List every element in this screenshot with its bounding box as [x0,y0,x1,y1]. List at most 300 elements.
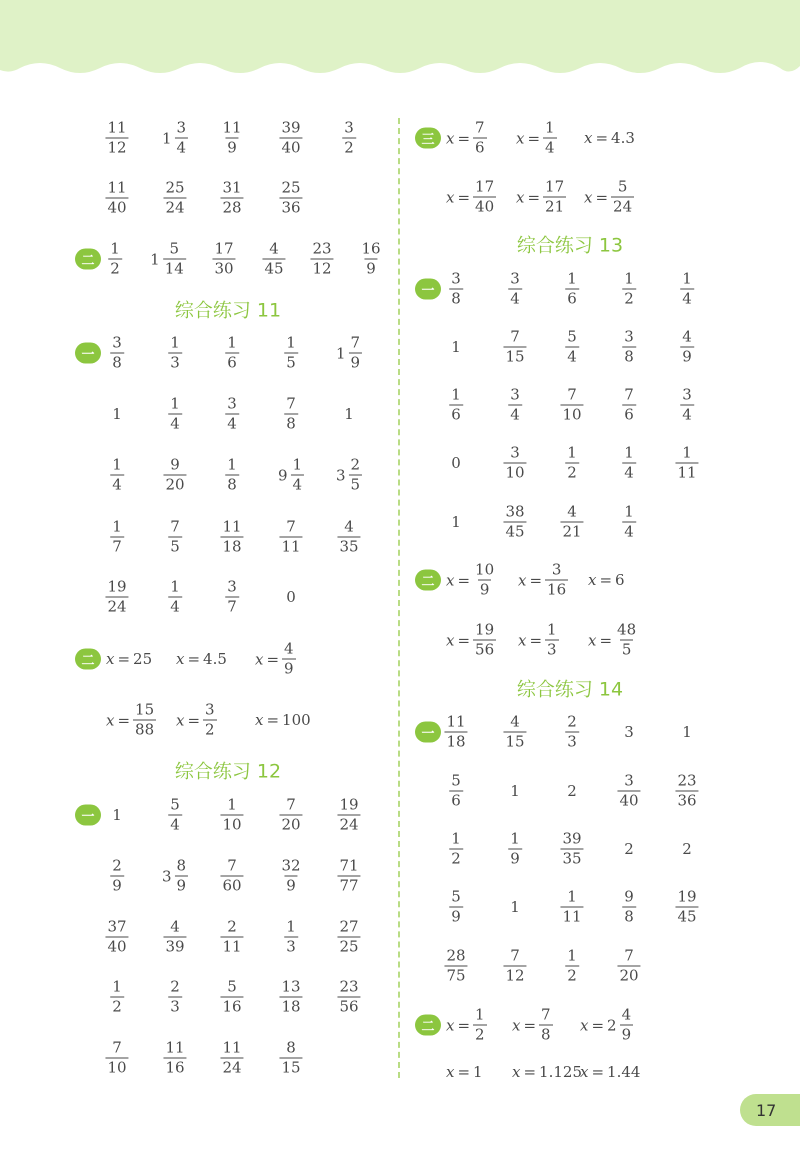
answer-value [449,887,463,926]
answer-value [163,178,186,217]
denominator: 16 [165,1058,185,1077]
denominator: 24 [222,1058,242,1077]
answer-content [161,118,188,157]
denominator: 45 [677,907,697,926]
denominator: 5 [350,475,361,494]
fraction [473,177,496,216]
fraction [617,771,640,810]
answer-content [220,118,243,157]
answer-value [262,239,285,278]
section-title: 综合练习 12 [174,760,282,783]
fraction [473,560,496,599]
numerator: 7 [286,394,296,413]
answer-content [337,977,360,1016]
section-title: 综合练习 14 [516,678,624,701]
answer-value [286,588,296,606]
answer-content [449,771,463,810]
equation-content [580,1063,640,1081]
equation-content [516,118,557,157]
answer-value [279,795,302,834]
equals-sign: = [599,631,613,649]
equation [516,177,566,216]
numerator: 5 [451,887,461,906]
denominator: 40 [475,197,495,216]
part-badge: 二 [75,249,101,270]
denominator: 12 [505,966,525,985]
denominator: 15 [281,1058,301,1077]
numerator: 11 [107,118,127,137]
denominator: 2 [567,966,577,985]
numerator: 1 [567,946,577,965]
answer-value [624,723,634,741]
equation [446,560,496,599]
answer-content [105,178,128,217]
answer-value [168,977,182,1016]
denominator: 18 [281,997,301,1016]
equation [516,118,557,157]
equation [512,1005,553,1044]
denominator: 2 [205,720,215,739]
equation-content [446,118,487,157]
answer-content [675,771,698,810]
equation-content [512,1063,582,1081]
numerator: 7 [286,795,296,814]
fraction [105,118,128,157]
answer-value [284,333,298,372]
numerator: 25 [281,178,301,197]
denominator: 9 [479,580,490,599]
numerator: 1 [547,620,557,639]
fraction [225,455,239,494]
answer-content [168,517,182,556]
variable-x: x [446,631,455,649]
fraction [503,946,526,985]
numerator: 39 [562,829,582,848]
numerator: 1 [292,455,303,474]
numerator: 1 [227,333,237,352]
numerator: 1 [624,269,634,288]
answer-content [220,795,243,834]
numerator: 7 [227,856,237,875]
answer-value [310,239,333,278]
answer-value [220,178,243,217]
denominator: 9 [176,876,187,895]
fraction [337,917,360,956]
answer-value [168,577,182,616]
numerator: 4 [269,239,279,258]
variable-x: x [446,1016,455,1034]
numerator: 3 [510,443,520,462]
answer-value [110,977,124,1016]
answer-value [168,333,182,372]
denominator: 9 [112,876,122,895]
equals-sign: = [591,1016,605,1034]
answer-value [444,946,467,985]
answer-value [225,333,239,372]
fraction [622,443,636,482]
numerator: 1 [682,443,692,462]
answer-content [337,856,360,895]
denominator: 24 [107,597,127,616]
answer-value [163,1038,186,1077]
equals-sign: = [523,1016,537,1034]
numerator: 1 [112,977,122,996]
answer-content [565,269,579,308]
variable-x: x [446,129,455,147]
denominator: 20 [619,966,639,985]
fraction [337,795,360,834]
equation-content [518,560,568,599]
fraction [225,577,239,616]
fraction [279,1038,302,1077]
answer-value [622,269,636,308]
fraction [622,385,636,424]
numerator: 39 [281,118,301,137]
answer-value [503,327,526,366]
equation-content [588,571,625,589]
variable-x: x [446,188,455,206]
fraction [503,327,526,366]
fraction [565,946,579,985]
fraction [539,1005,553,1044]
denominator: 9 [350,353,361,372]
fraction [163,239,186,278]
answer-content [508,829,522,868]
numerator: 38 [505,502,525,521]
answer-value [220,917,243,956]
number: 1 [510,898,520,916]
numerator: 7 [624,385,634,404]
denominator: 56 [339,997,359,1016]
answer-value [161,856,188,895]
number: 1 [344,405,354,423]
equation [584,177,634,216]
numerator: 3 [451,269,461,288]
denominator: 12 [107,138,127,157]
answer-value [344,405,354,423]
numerator: 32 [281,856,301,875]
answer-value [284,917,298,956]
numerator: 4 [510,712,520,731]
denominator: 4 [624,463,634,482]
answer-value [510,898,520,916]
answer-content [503,946,526,985]
numerator: 3 [227,577,237,596]
fraction [279,118,302,157]
variable-x: x [588,571,597,589]
equals-sign: = [591,1063,605,1081]
answer-content [220,917,243,956]
numerator: 11 [446,712,466,731]
whole-part: 3 [161,867,172,885]
number: 2 [682,840,692,858]
denominator: 8 [624,907,634,926]
answer-value [161,118,188,157]
fraction [168,517,182,556]
fraction [615,620,638,659]
numerator: 5 [169,239,180,258]
answer-value [163,917,186,956]
numerator: 3 [176,118,187,137]
answer-value [565,712,579,751]
fraction [175,856,189,895]
equation [176,700,217,739]
fraction [473,1005,487,1044]
answer-content [624,840,634,858]
fraction [449,887,463,926]
answer-value [675,887,698,926]
part-badge: 二 [415,570,441,591]
numerator: 4 [284,639,294,658]
denominator: 11 [562,907,582,926]
denominator: 4 [545,138,555,157]
numerator: 4 [567,502,577,521]
numerator: 3 [551,560,562,579]
denominator: 2 [567,463,577,482]
answer-value [337,917,360,956]
numerator: 10 [475,560,495,579]
denominator: 60 [222,876,242,895]
equation [106,700,156,739]
answer-content [110,517,124,556]
denominator: 18 [222,537,242,556]
answer-content [163,1038,186,1077]
denominator: 9 [682,347,692,366]
answer-value [150,239,186,278]
answer-value [168,517,182,556]
fraction [675,443,698,482]
answer-content [161,856,188,895]
denominator: 45 [264,259,284,278]
numerator: 2 [350,455,361,474]
numerator: 1 [624,502,634,521]
answer-content [337,795,360,834]
answer-content [284,394,298,433]
answer-value [680,269,694,308]
answer-content [110,856,124,895]
answer-value [503,443,526,482]
fraction [545,620,559,659]
answer-content [622,502,636,541]
fraction [473,620,496,659]
answer-value [279,977,302,1016]
numerator: 1 [475,1005,485,1024]
denominator: 9 [284,659,294,678]
denominator: 24 [165,198,185,217]
equation-content [255,711,311,729]
numerator: 5 [451,771,461,790]
numerator: 23 [677,771,697,790]
denominator: 24 [339,815,359,834]
number: 2 [567,782,577,800]
answer-value [110,455,124,494]
fraction [163,1038,186,1077]
numerator: 4 [682,327,692,346]
fraction [503,502,526,541]
fraction [503,443,526,482]
answer-value [110,333,124,372]
answer-content [220,1038,243,1077]
fraction [680,269,694,308]
answer-content [163,455,186,494]
fraction [284,917,298,956]
fraction [220,856,243,895]
denominator: 4 [170,597,180,616]
equation [518,620,559,659]
answer-value [508,385,522,424]
answer-content [617,946,640,985]
denominator: 4 [292,475,303,494]
answer-content [168,977,182,1016]
answer-content [110,455,124,494]
variable-x: x [446,1063,455,1081]
header-wave [0,0,800,73]
answer-content [624,723,634,741]
numerator: 5 [227,977,237,996]
answer-value [225,394,239,433]
answer-content [279,977,302,1016]
denominator: 40 [619,791,639,810]
fraction [508,269,522,308]
denominator: 8 [227,475,237,494]
answer-value [682,723,692,741]
numerator: 23 [312,239,332,258]
answer-content [279,517,302,556]
fraction [473,118,487,157]
denominator: 30 [214,259,234,278]
equation [446,177,496,216]
answer-content [335,333,362,372]
answer-content [567,782,577,800]
fraction [349,333,363,372]
fraction [503,712,526,751]
numerator: 3 [510,385,520,404]
numerator: 1 [170,577,180,596]
denominator: 4 [510,405,520,424]
answer-content [565,443,579,482]
answer-content [335,455,362,494]
equation [446,1005,487,1044]
fraction [203,700,217,739]
fraction [105,917,128,956]
equation [176,650,227,668]
answer-content [279,856,302,895]
answer-content [565,327,579,366]
fraction [449,385,463,424]
numerator: 1 [286,333,296,352]
numerator: 1 [286,917,296,936]
numerator: 5 [617,177,628,196]
answer-value [567,782,577,800]
fraction [168,333,182,372]
variable-x: x [584,129,593,147]
numerator: 9 [624,887,634,906]
numerator: 11 [165,1038,185,1057]
whole-part: 1 [150,250,160,268]
fraction [449,829,463,868]
equation [580,1063,640,1081]
numerator: 7 [286,517,296,536]
answer-value [508,829,522,868]
equals-sign: = [527,188,541,206]
answer-content [112,806,122,824]
answer-value [335,455,362,494]
denominator: 40 [281,138,301,157]
equation [255,711,311,729]
answer-value [503,712,526,751]
denominator: 39 [165,937,185,956]
equation-content [446,620,496,659]
numerator: 7 [510,327,520,346]
fraction [622,269,636,308]
fraction [560,502,583,541]
denominator: 4 [682,405,692,424]
denominator: 4 [170,414,180,433]
equals-sign: = [266,711,280,729]
numerator: 19 [339,795,359,814]
answer-content [337,917,360,956]
answer-value [503,502,526,541]
answer-value [220,856,243,895]
fraction [337,977,360,1016]
answer-value [342,118,356,157]
answer-content [277,455,304,494]
numerator: 4 [621,1005,632,1024]
answer-content [565,712,579,751]
answer-content [449,269,463,308]
equals-sign: = [266,650,280,668]
denominator: 40 [107,937,127,956]
equals-sign: = [457,1063,471,1081]
answer-content [451,338,461,356]
denominator: 18 [446,732,466,751]
equation-content [255,639,296,678]
denominator: 36 [281,198,301,217]
answer-value [337,977,360,1016]
numerator: 1 [112,455,122,474]
variable-x: x [518,571,527,589]
fraction [168,795,182,834]
answer-value [108,239,122,278]
fraction [680,327,694,366]
denominator: 2 [451,849,461,868]
answer-content [279,795,302,834]
answer-content [560,887,583,926]
answer-content [105,577,128,616]
fraction [622,887,636,926]
fraction [508,829,522,868]
answer-value [105,118,128,157]
denominator: 15 [505,732,525,751]
answer-content [675,887,698,926]
numerator: 2 [227,917,237,936]
denominator: 16 [547,580,567,599]
denominator: 9 [366,259,376,278]
answer-value [279,178,302,217]
answer-value [675,771,698,810]
answer-value [105,917,128,956]
equation [518,560,568,599]
answer-content [503,327,526,366]
answer-content [225,333,239,372]
equation-content [584,129,635,147]
equation-content [176,700,217,739]
answer-value [225,577,239,616]
answer-content [168,577,182,616]
answer-value [279,856,302,895]
equation [588,620,638,659]
fraction [449,771,463,810]
